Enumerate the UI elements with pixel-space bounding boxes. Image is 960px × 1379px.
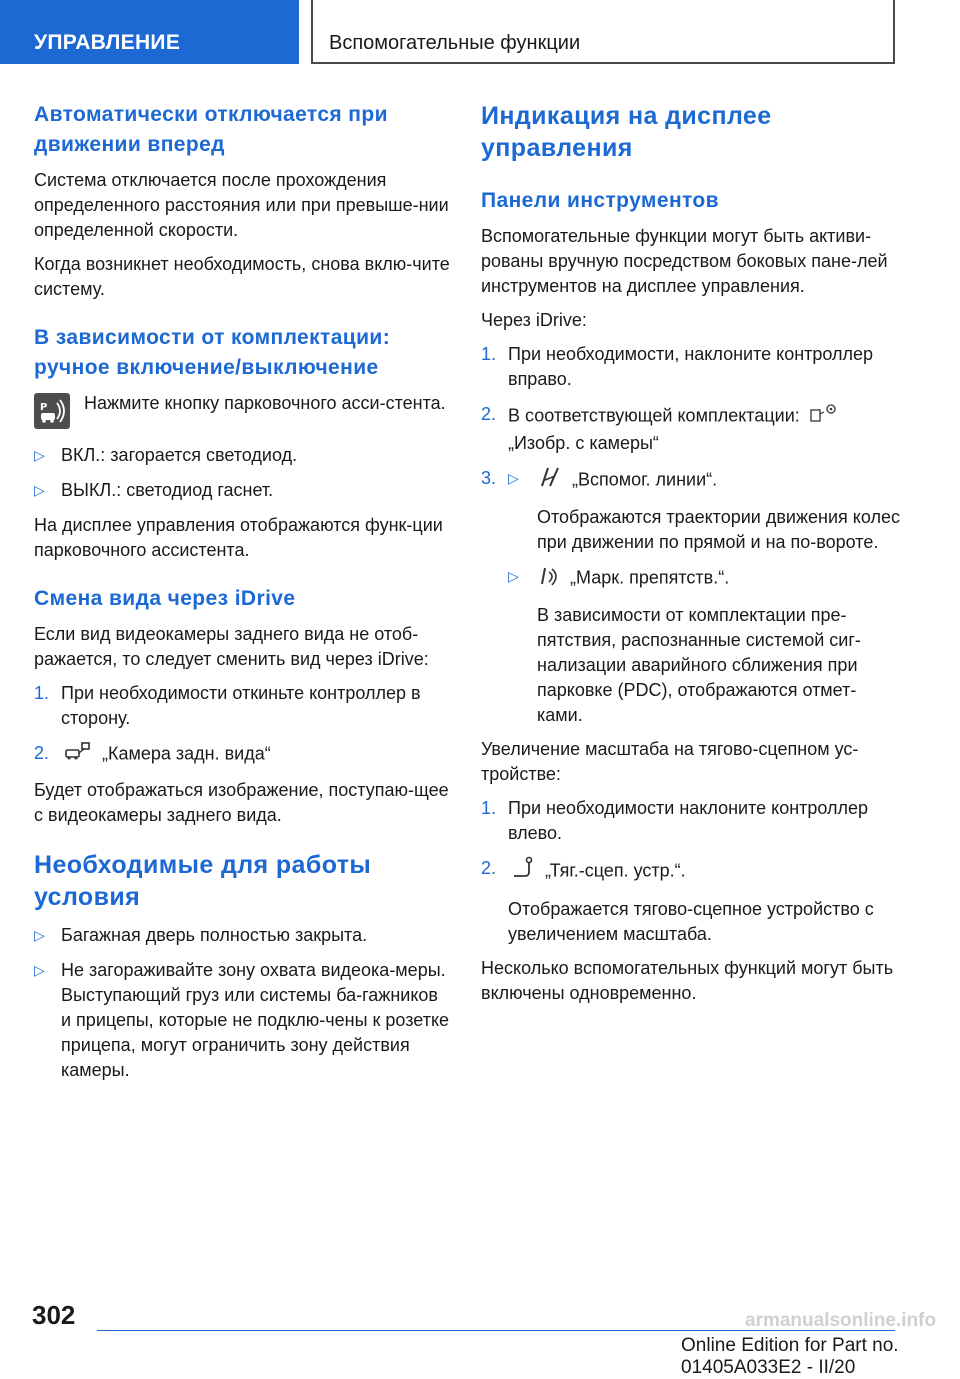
step-item: 2. „Тяг.-сцеп. устр.“. [481,856,901,887]
step-item: 2. В соответствующей комплектации: „Изобр. с камеры“ [481,402,901,456]
paragraph: Если вид видеокамеры заднего вида не отоб-ражается, то следует сменить вид через iDrive: [34,624,429,669]
footer-edition [681,1335,960,1379]
triangle-bullet-icon: ▷ [34,482,45,498]
paragraph: Отображается тягово-сцепное устройство с увеличением масштаба. [508,899,874,944]
triangle-bullet-icon: ▷ [34,962,45,978]
paragraph: Когда возникнет необходимость, снова вклю-чите систему. [34,254,450,299]
rear-camera-icon [65,741,91,768]
list-item: ▷ ВКЛ.: загорается светодиод. [34,443,450,468]
triangle-bullet-icon: ▷ [34,447,45,463]
step-item: 1. При необходимости откиньте контроллер в сторону. [34,683,421,728]
step-item: 1. При необходимости наклоните контроллер влево. [481,798,869,843]
guide-lines-icon [539,466,561,495]
triangle-bullet-icon: ▷ [508,470,519,486]
paragraph: На дисплее управления отображаются функ-ции парковочного ассистента. [34,515,443,560]
paragraph: В зависимости от комплектации пре-пятствия, распознанные системой сиг-нализации аварийного сближения при парковке (PDC), отображаются отмет-ками. [537,605,861,725]
edition-text: Online Edition for Part no. 01405A033E2 - II/20 [681,1335,899,1378]
paragraph: Система отключается после прохождения определенного расстояния или при превыше-нии определенной скорости. [34,170,449,240]
svg-text:P: P [40,402,48,413]
watermark: armanualsonline.info [745,1310,937,1331]
step-item: 3. ▷ „Вспомог. линии“. [481,466,901,495]
park-button-text: Нажмите кнопку парковочного асси-стента. [84,393,446,413]
right-column [481,100,901,1015]
paragraph: Через iDrive: [481,310,587,330]
park-button-instruction [34,391,450,429]
paragraph: Вспомогательные функции могут быть активи-рованы вручную посредством боковых пане-лей инструментов на дисплее управления. [481,226,888,296]
obstacle-marking-icon [539,564,559,593]
step-item: 2. „Камера задн. вида“ [34,741,450,768]
left-column [34,100,450,1093]
heading-idrive: Смена вида через iDrive [34,587,296,610]
heading-requirements: Необходимые для работы условия [34,851,372,911]
heading-config: В зависимости от комплектации: ручное включение/выключение [34,326,391,379]
heading-indication: Индикация на дисплее управления [481,102,772,162]
list-item: ▷ Не загораживайте зону охвата видеока-меры. Выступающий груз или системы ба-гажников и прицепы, которые не подклю-чены к розетке прицепа, могут ограничить зону действия камеры. [34,958,450,1083]
triangle-bullet-icon: ▷ [34,927,45,943]
list-item: ▷ Багажная дверь полностью закрыта. [34,923,450,948]
heading-panels: Панели инструментов [481,189,719,212]
list-item: ▷ „Марк. препятств.“. [508,564,901,593]
camera-settings-icon [809,402,839,431]
paragraph: Отображаются траектории движения колес при движении по прямой и на по-вороте. [537,507,900,552]
header-section-tab: УПРАВЛЕНИЕ [0,0,299,64]
paragraph: Несколько вспомогательных функций могут быть включены одновременно. [481,958,894,1003]
parking-assist-button-icon [34,393,70,429]
tow-hitch-icon [512,856,534,887]
paragraph: Увеличение масштаба на тягово-сцепном ус-тройстве: [481,739,859,784]
step-item: 1. При необходимости, наклоните контроллер вправо. [481,344,874,389]
heading-auto-off: Автоматически отключается при движении вперед [34,103,388,156]
page-number: 302 [32,1300,76,1330]
paragraph: Будет отображаться изображение, поступаю-щее с видеокамеры заднего вида. [34,780,449,825]
list-item: ▷ ВЫКЛ.: светодиод гаснет. [34,478,450,503]
triangle-bullet-icon: ▷ [508,568,519,584]
header-chapter-title: Вспомогательные функции [311,0,895,64]
